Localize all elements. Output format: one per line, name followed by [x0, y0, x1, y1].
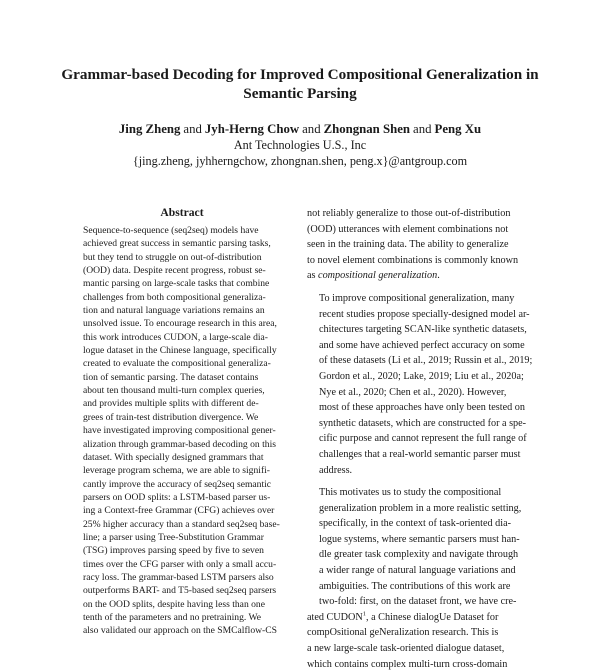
- text-line: which contains complex multi-turn cross-domain: [307, 658, 508, 670]
- text-line: Sequence-to-sequence (seq2seq) models have: [83, 225, 259, 236]
- author-list: [40, 121, 560, 137]
- text-line: (OOD) utterances with element combinations not: [307, 223, 509, 235]
- text-line: tion and natural language variations remains an: [83, 305, 265, 317]
- text-line: Nye et al., 2020; Chen et al., 2020). However,: [319, 386, 507, 398]
- text-line: parsers on OOD splits: a LSTM-based parser us-: [83, 491, 271, 503]
- intro-paragraph-3-tail: [307, 625, 528, 672]
- author-2: Jyh-Herng Chow: [204, 122, 300, 136]
- text-line: 25% higher accuracy than a standard seq2seq base-: [83, 518, 280, 530]
- text-line: this work introduces CUDON, a large-scale dia-: [83, 331, 268, 343]
- text-line: (TSG) improves parsing speed by five to seven: [83, 545, 264, 557]
- author-separator-3: and: [413, 122, 432, 136]
- text-line: compOsitional geNeralization research. This is: [307, 627, 499, 639]
- text-line: recent studies propose specially-designed model ar-: [319, 308, 530, 320]
- intro-line: [307, 268, 528, 284]
- text-line: racy loss. The grammar-based LSTM parsers also: [83, 571, 274, 583]
- text-line: most of these approaches have only been tested on: [319, 402, 525, 414]
- text-line: to novel element combinations is commonly known: [307, 254, 519, 266]
- text-line: created to evaluate the compositional generaliza-: [83, 358, 271, 370]
- text-line: This motivates us to study the compositional: [319, 487, 502, 499]
- intro-text: ated CUDON: [307, 611, 363, 623]
- text-line: a wider range of natural language variations and: [319, 565, 516, 577]
- text-line: alization through grammar-based decoding on this: [83, 438, 276, 450]
- text-line: achieved great success in semantic parsing tasks,: [83, 238, 271, 250]
- text-line: tenth of the parameters and no pretraining. We: [83, 611, 262, 623]
- text-line: but they tend to struggle on out-of-distribution: [83, 251, 262, 263]
- text-line: mantic parsing on large-scale tasks that combine: [83, 278, 270, 290]
- text-line: and provides multiple splits with different de-: [83, 398, 259, 410]
- text-line: not reliably generalize to those out-of-distribution: [307, 208, 511, 219]
- intro-column: [307, 206, 533, 670]
- text-line: cific purpose and cannot represent the full range of: [319, 433, 527, 445]
- author-3: Zhongnan Shen: [323, 122, 411, 136]
- text-line: To improve compositional generalization, many: [319, 292, 515, 304]
- text-line: challenges that a real-world semantic parser must: [319, 448, 521, 460]
- intro-line: [307, 610, 528, 626]
- text-line: dle greater task complexity and navigate through: [319, 549, 519, 561]
- text-line: leverage program schema, we are able to signifi-: [83, 465, 270, 477]
- footnote-marker[interactable]: 1: [362, 610, 366, 618]
- affiliation: Ant Technologies U.S., Inc: [233, 138, 367, 152]
- text-line: specifically, in the context of task-oriented dia-: [319, 518, 511, 530]
- author-separator-2: and: [302, 122, 321, 136]
- compositional-generalization-term: compositional generalization: [318, 270, 438, 282]
- text-line: about ten thousand multi-turn complex queries,: [83, 385, 265, 397]
- intro-text: as: [307, 270, 319, 282]
- text-line: Gordon et al., 2020; Lake, 2019; Liu et al., 2020a;: [319, 370, 524, 382]
- text-line: times over the CFG parser with only a small accu-: [83, 558, 277, 570]
- title-line-2: Semantic Parsing: [243, 85, 357, 102]
- text-line: of these datasets (Li et al., 2019; Russin et al., 2019;: [319, 355, 533, 367]
- text-line: unsolved issue. To encourage research in this area,: [83, 318, 277, 330]
- text-line: synthetic datasets, which are constructed for a spe-: [319, 417, 527, 429]
- text-line: two-fold: first, on the dataset front, we have cre-: [319, 596, 517, 608]
- text-line: generalization problem in a more realistic setting,: [319, 502, 522, 514]
- intro-paragraph-2: [307, 291, 533, 478]
- text-line: challenges from both compositional generaliza-: [83, 291, 266, 303]
- text-line: address.: [319, 464, 353, 476]
- text-line: dataset. With specially designed grammars that: [83, 451, 264, 463]
- text-line: line; a parser using Tree-Substitution Grammar: [83, 531, 264, 543]
- text-line: on the OOD splits, despite having less than one: [83, 598, 265, 610]
- abstract-body: [83, 224, 281, 637]
- intro-text: .: [437, 270, 440, 282]
- text-line: logue dataset in the Chinese language, specifically: [83, 345, 277, 357]
- text-line: cantly improve the accuracy of seq2seq semantic: [83, 478, 272, 490]
- text-line: grees of train-test distribution divergence. We: [83, 411, 259, 423]
- text-line: outperforms BART- and T5-based seq2seq parsers: [83, 585, 277, 597]
- text-line: a new large-scale task-oriented dialogue dataset,: [307, 643, 505, 655]
- intro-paragraph-3: [307, 485, 528, 610]
- author-4: Peng Xu: [434, 122, 482, 136]
- text-line: logue systems, where semantic parsers must han-: [319, 533, 520, 545]
- text-line: ambiguities. The contributions of this work are: [319, 580, 511, 592]
- text-line: also validated our approach on the SMCalflow-CS: [83, 625, 277, 637]
- text-line: (OOD) data. Despite recent progress, robust se-: [83, 265, 266, 277]
- text-line: tion of semantic parsing. The dataset contains: [83, 371, 259, 383]
- abstract-heading: Abstract: [160, 206, 204, 219]
- text-line: seen in the training data. The ability to generalize: [307, 239, 509, 251]
- text-line: and some have achieved perfect accuracy on some: [319, 339, 525, 351]
- author-separator-1: and: [183, 122, 202, 136]
- title-line-1: Grammar-based Decoding for Improved Compositional Generalization in: [61, 66, 539, 83]
- text-line: chitectures targeting SCAN-like synthetic datasets,: [319, 324, 527, 336]
- intro-paragraph-1: [307, 206, 528, 268]
- intro-text: , a Chinese dialogUe Dataset for: [366, 611, 499, 623]
- paper-title: [60, 65, 540, 103]
- text-line: ing a Context-free Grammar (CFG) achieves over: [83, 505, 275, 517]
- text-line: have investigated improving compositional gener-: [83, 425, 276, 437]
- author-1: Jing Zheng: [118, 122, 181, 136]
- author-emails: {jing.zheng, jyhherngchow, zhongnan.shen, peng.x}@antgroup.com: [132, 154, 468, 168]
